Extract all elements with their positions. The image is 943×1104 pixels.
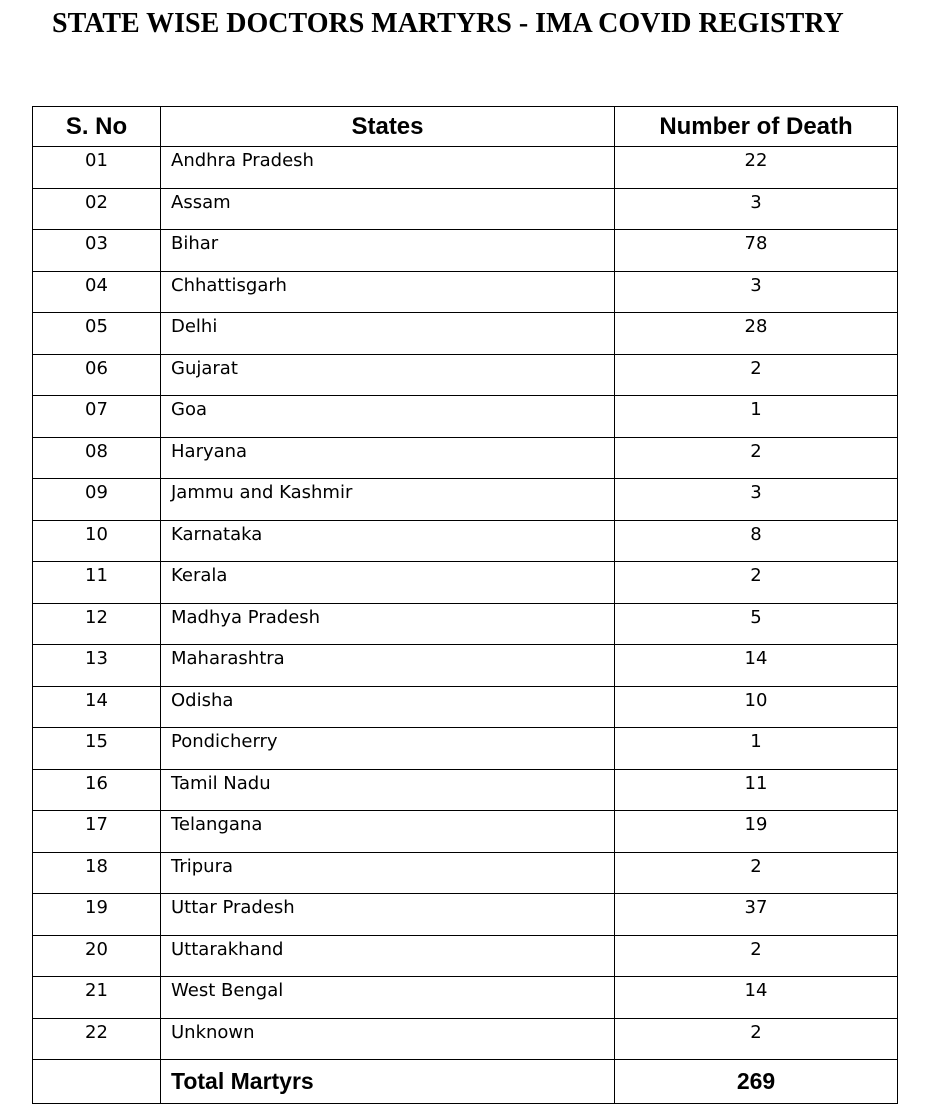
table-row — [33, 479, 898, 521]
row-sno: 09 — [33, 479, 161, 521]
row-sno: 10 — [33, 520, 161, 562]
row-sno: 04 — [33, 271, 161, 313]
table-row — [33, 769, 898, 811]
row-deaths: 22 — [615, 147, 898, 189]
row-deaths: 28 — [615, 313, 898, 355]
row-deaths: 3 — [615, 271, 898, 313]
table-row — [33, 603, 898, 645]
row-sno: 15 — [33, 728, 161, 770]
row-sno: 19 — [33, 894, 161, 936]
table-row — [33, 728, 898, 770]
row-deaths: 2 — [615, 1018, 898, 1060]
total-value: 269 — [615, 1060, 898, 1104]
total-empty-cell — [33, 1060, 161, 1104]
registry-table — [32, 106, 898, 1104]
row-deaths: 14 — [615, 977, 898, 1019]
table-row — [33, 188, 898, 230]
row-state: Madhya Pradesh — [161, 603, 615, 645]
row-deaths: 1 — [615, 728, 898, 770]
table-row — [33, 230, 898, 272]
row-deaths: 2 — [615, 437, 898, 479]
row-deaths: 78 — [615, 230, 898, 272]
table-row — [33, 562, 898, 604]
row-state: Haryana — [161, 437, 615, 479]
row-deaths: 2 — [615, 562, 898, 604]
row-sno: 12 — [33, 603, 161, 645]
table-row — [33, 935, 898, 977]
row-sno: 13 — [33, 645, 161, 687]
row-state: Jammu and Kashmir — [161, 479, 615, 521]
row-sno: 22 — [33, 1018, 161, 1060]
table-row — [33, 852, 898, 894]
row-state: Pondicherry — [161, 728, 615, 770]
row-state: Uttar Pradesh — [161, 894, 615, 936]
row-state: Kerala — [161, 562, 615, 604]
row-sno: 03 — [33, 230, 161, 272]
row-deaths: 5 — [615, 603, 898, 645]
row-deaths: 2 — [615, 852, 898, 894]
table-row — [33, 811, 898, 853]
table-row — [33, 1018, 898, 1060]
total-row — [33, 1060, 898, 1104]
row-state: Tamil Nadu — [161, 769, 615, 811]
row-sno: 06 — [33, 354, 161, 396]
table-row — [33, 271, 898, 313]
header-sno: S. No — [33, 107, 161, 147]
total-label: Total Martyrs — [161, 1060, 615, 1104]
table-body — [33, 147, 898, 1060]
row-state: Telangana — [161, 811, 615, 853]
row-deaths: 37 — [615, 894, 898, 936]
row-sno: 07 — [33, 396, 161, 438]
row-state: Chhattisgarh — [161, 271, 615, 313]
row-sno: 17 — [33, 811, 161, 853]
row-deaths: 3 — [615, 479, 898, 521]
row-state: Andhra Pradesh — [161, 147, 615, 189]
table-row — [33, 894, 898, 936]
table-header-row — [33, 107, 898, 147]
row-sno: 08 — [33, 437, 161, 479]
table-row — [33, 645, 898, 687]
row-state: Odisha — [161, 686, 615, 728]
row-deaths: 14 — [615, 645, 898, 687]
row-sno: 16 — [33, 769, 161, 811]
row-sno: 14 — [33, 686, 161, 728]
row-deaths: 2 — [615, 354, 898, 396]
row-state: Goa — [161, 396, 615, 438]
row-sno: 20 — [33, 935, 161, 977]
header-states: States — [161, 107, 615, 147]
row-sno: 11 — [33, 562, 161, 604]
row-deaths: 3 — [615, 188, 898, 230]
row-deaths: 11 — [615, 769, 898, 811]
table-row — [33, 520, 898, 562]
table-row — [33, 686, 898, 728]
row-sno: 05 — [33, 313, 161, 355]
row-deaths: 1 — [615, 396, 898, 438]
row-state: Assam — [161, 188, 615, 230]
row-state: Uttarakhand — [161, 935, 615, 977]
table-row — [33, 313, 898, 355]
row-sno: 21 — [33, 977, 161, 1019]
table-row — [33, 437, 898, 479]
row-state: Delhi — [161, 313, 615, 355]
row-state: Karnataka — [161, 520, 615, 562]
row-state: Tripura — [161, 852, 615, 894]
header-deaths: Number of Death — [615, 107, 898, 147]
table-row — [33, 396, 898, 438]
row-state: Bihar — [161, 230, 615, 272]
table-row — [33, 147, 898, 189]
table-row — [33, 354, 898, 396]
row-deaths: 8 — [615, 520, 898, 562]
row-state: West Bengal — [161, 977, 615, 1019]
table-row — [33, 977, 898, 1019]
row-sno: 18 — [33, 852, 161, 894]
row-deaths: 19 — [615, 811, 898, 853]
row-deaths: 10 — [615, 686, 898, 728]
row-state: Gujarat — [161, 354, 615, 396]
row-deaths: 2 — [615, 935, 898, 977]
page-title: STATE WISE DOCTORS MARTYRS - IMA COVID REGISTRY — [52, 8, 844, 39]
row-state: Unknown — [161, 1018, 615, 1060]
row-sno: 01 — [33, 147, 161, 189]
row-sno: 02 — [33, 188, 161, 230]
row-state: Maharashtra — [161, 645, 615, 687]
